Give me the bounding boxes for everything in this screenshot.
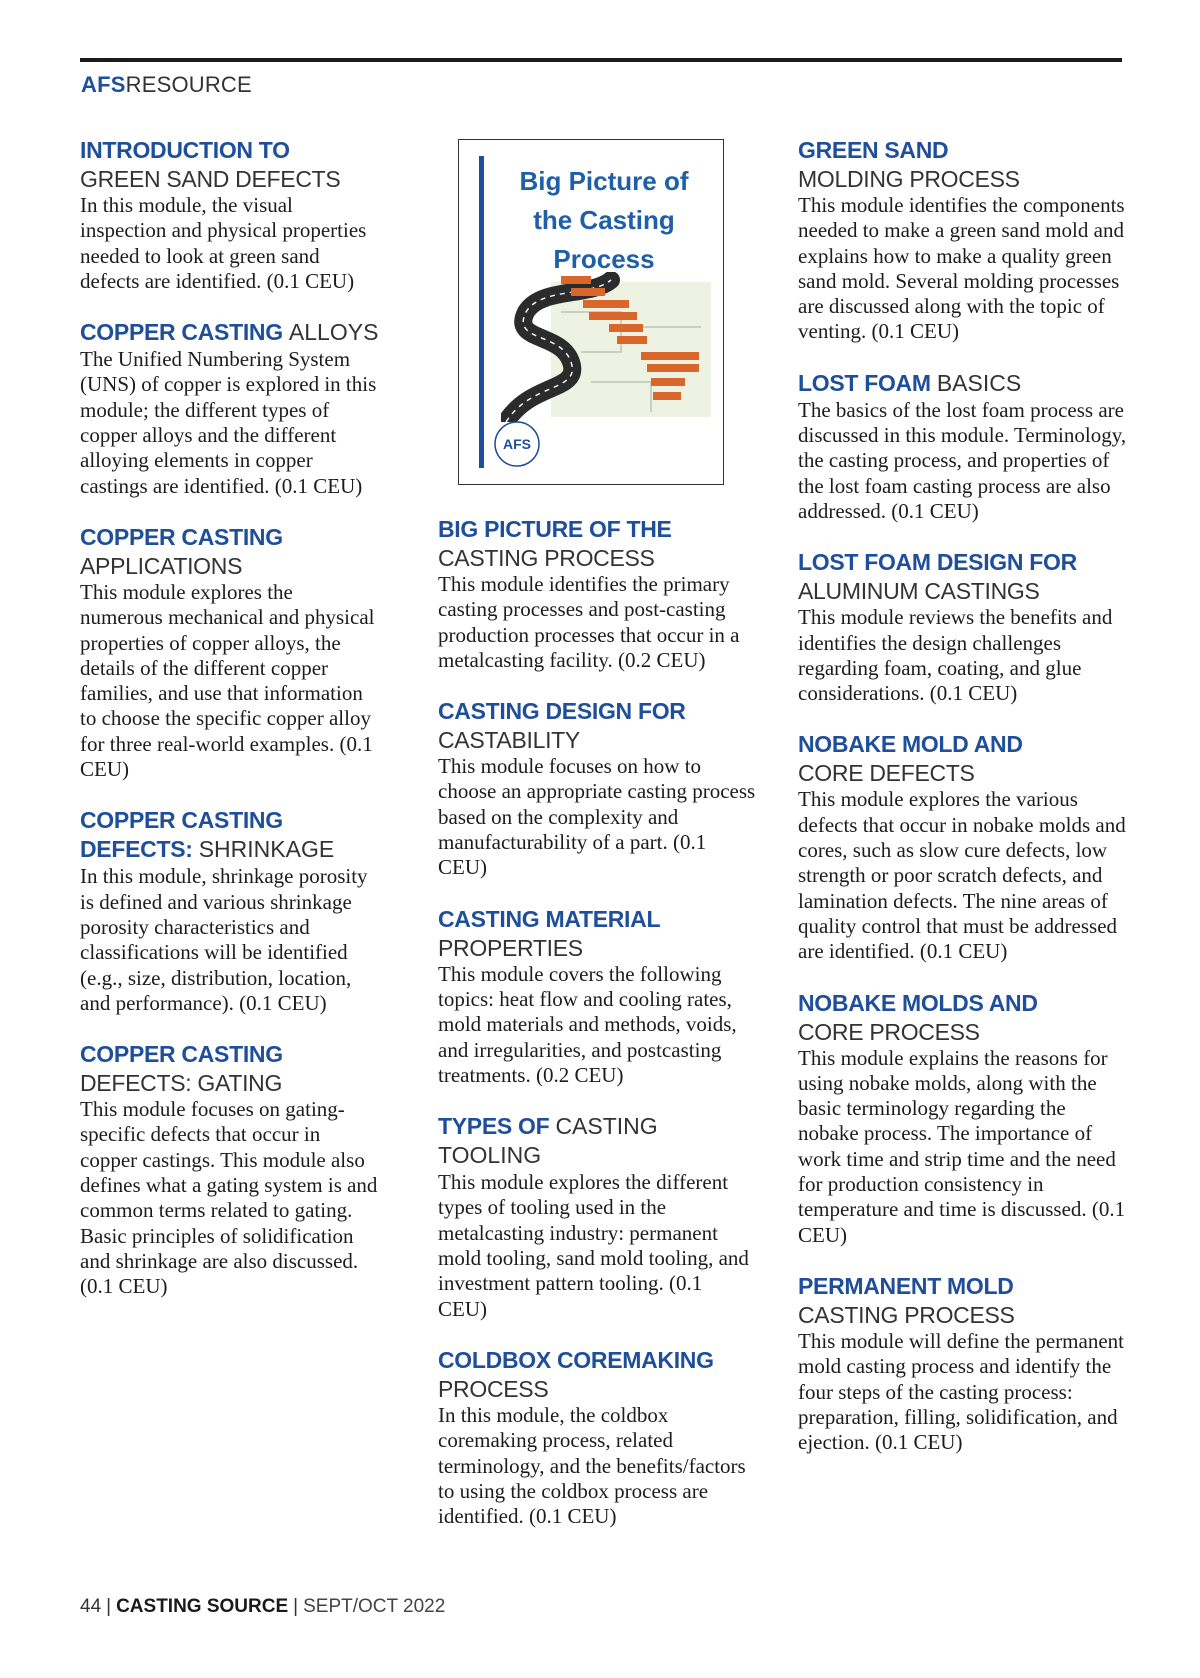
issue-date: SEPT/OCT 2022 (303, 1596, 446, 1617)
module-entry (798, 1272, 1128, 1455)
module-title: PERMANENT MOLD CASTING PROCESS (798, 1272, 1015, 1328)
module-entry (80, 318, 380, 499)
page-footer: 44 | CASTING SOURCE | SEPT/OCT 2022 (80, 1596, 446, 1617)
module-entry (798, 548, 1128, 706)
module-entry (798, 136, 1128, 345)
magazine-name: CASTING SOURCE (116, 1596, 289, 1617)
module-description: This module explores the various defects that occur in nobake molds and cores, such as slow cure defects, low strength or poor scratch defects, and lamination defects. The nine areas of quality control that must be addressed are identified. (0.1 CEU) (798, 787, 1126, 964)
module-title: INTRODUCTION TO GREEN SAND DEFECTS (80, 137, 341, 192)
header-resource: RESOURCE (125, 72, 252, 97)
module-description: This module explains the reasons for using nobake molds, along with the basic terminology regarding the nobake process. The importance of work time and strip time and the need for production consistency in temperature and time is discussed. (0.1 CEU) (798, 1045, 1126, 1247)
module-title: COPPER CASTING DEFECTS: SHRINKAGE (80, 807, 335, 863)
module-title: NOBAKE MOLD AND CORE DEFECTS (798, 731, 1023, 787)
section-header (81, 72, 252, 98)
module-description: This module focuses on gating-specific defects that occur in copper castings. This module also defines what a gating system is and common terms related to gating. Basic principles of solidification and shrinkage are also discussed. (0.1 CEU) (80, 1097, 378, 1299)
module-description: This module will define the permanent mold casting process and identify the four steps of the casting process: preparation, filling, solidification, and ejection. (0.1 CEU) (798, 1328, 1124, 1455)
winding-road-icon (501, 272, 713, 422)
module-entry (438, 697, 756, 880)
module-description: This module identifies the primary casting processes and post-casting production processes that occur in a metalcasting facility. (0.2 CEU) (438, 572, 740, 672)
module-description: In this module, shrinkage porosity is defined and various shrinkage porosity characteristics and classifications will be identified (e.g., size, distribution, location, and performance). (0.1 CEU) (80, 864, 368, 1015)
module-title: COPPER CASTING ALLOYS (80, 319, 379, 346)
module-title: LOST FOAM DESIGN FOR ALUMINUM CASTINGS (798, 549, 1077, 605)
module-title: TYPES OF CASTING TOOLING (438, 1113, 658, 1169)
column-2 (438, 136, 756, 1553)
module-entry (80, 523, 380, 782)
afs-logo (491, 418, 543, 470)
module-entry (438, 905, 756, 1088)
module-description: In this module, the visual inspection and physical properties needed to look at green sand defects are identified. (0.1 CEU) (80, 193, 367, 293)
module-entry (438, 1112, 756, 1322)
module-title: BIG PICTURE OF THE CASTING PROCESS (438, 516, 672, 571)
module-description: The basics of the lost foam process are discussed in this module. Terminology, the casting process, and properties of the lost foam casting process are also addressed. (0.1 CEU) (798, 397, 1127, 523)
svg-text:AFS: AFS (503, 436, 531, 452)
module-description: In this module, the coldbox coremaking process, related terminology, and the benefits/factors to using the coldbox process are identified. (0.1 CEU) (438, 1402, 746, 1529)
module-description: This module reviews the benefits and identifies the design challenges regarding foam, coating, and glue considerations. (0.1 CEU) (798, 605, 1113, 706)
top-rule (80, 58, 1122, 62)
module-entry (80, 136, 380, 294)
module-entry (80, 806, 380, 1016)
column-3 (798, 136, 1128, 1479)
module-title: NOBAKE MOLDS AND CORE PROCESS (798, 989, 1038, 1045)
page-number: 44 (80, 1596, 102, 1617)
column-1 (80, 136, 380, 1324)
module-title: LOST FOAM BASICS (798, 369, 1022, 396)
module-title: CASTING MATERIAL PROPERTIES (438, 905, 661, 961)
module-description: This module covers the following topics: heat flow and cooling rates, mold materials and methods, voids, and irregularities, and postcasting treatments. (0.2 CEU) (438, 961, 737, 1087)
header-afs: AFS (81, 72, 126, 97)
cover-title: Big Picture of the Casting Process (519, 166, 689, 274)
module-entry (798, 369, 1128, 524)
module-entry (798, 730, 1128, 964)
module-entry (798, 989, 1128, 1248)
module-title: GREEN SAND MOLDING PROCESS (798, 137, 1020, 192)
module-description: This module focuses on how to choose an appropriate casting process based on the complexity and manufacturability of a part. (0.1 CEU) (438, 754, 756, 880)
module-entry (80, 1040, 380, 1299)
module-title: COLDBOX COREMAKING PROCESS (438, 1346, 714, 1402)
cover-accent-bar (479, 156, 484, 468)
cover-image (458, 139, 724, 485)
module-title: COPPER CASTING APPLICATIONS (80, 523, 283, 579)
module-description: This module identifies the components needed to make a green sand mold and explains how to make a quality green sand mold. Several molding processes are discussed along with the topic of venting. (0.1 CEU) (798, 193, 1125, 344)
module-description: The Unified Numbering System (UNS) of copper is explored in this module; the different types of copper alloys and the different alloying elements in copper castings are identified. (0.1 CEU) (80, 347, 377, 498)
module-entry (438, 515, 756, 673)
module-description: This module explores the numerous mechanical and physical properties of copper alloys, the details of the different copper families, and use that information to choose the specific copper alloy for three real-world examples. (0.1 CEU) (80, 579, 375, 782)
module-description: This module explores the different types of tooling used in the metalcasting industry: permanent mold tooling, sand mold tooling, and investment pattern tooling. (0.1 CEU) (438, 1170, 749, 1321)
module-title: COPPER CASTING DEFECTS: GATING (80, 1041, 283, 1097)
module-entry (438, 1346, 756, 1529)
module-title: CASTING DESIGN FOR CASTABILITY (438, 698, 686, 754)
